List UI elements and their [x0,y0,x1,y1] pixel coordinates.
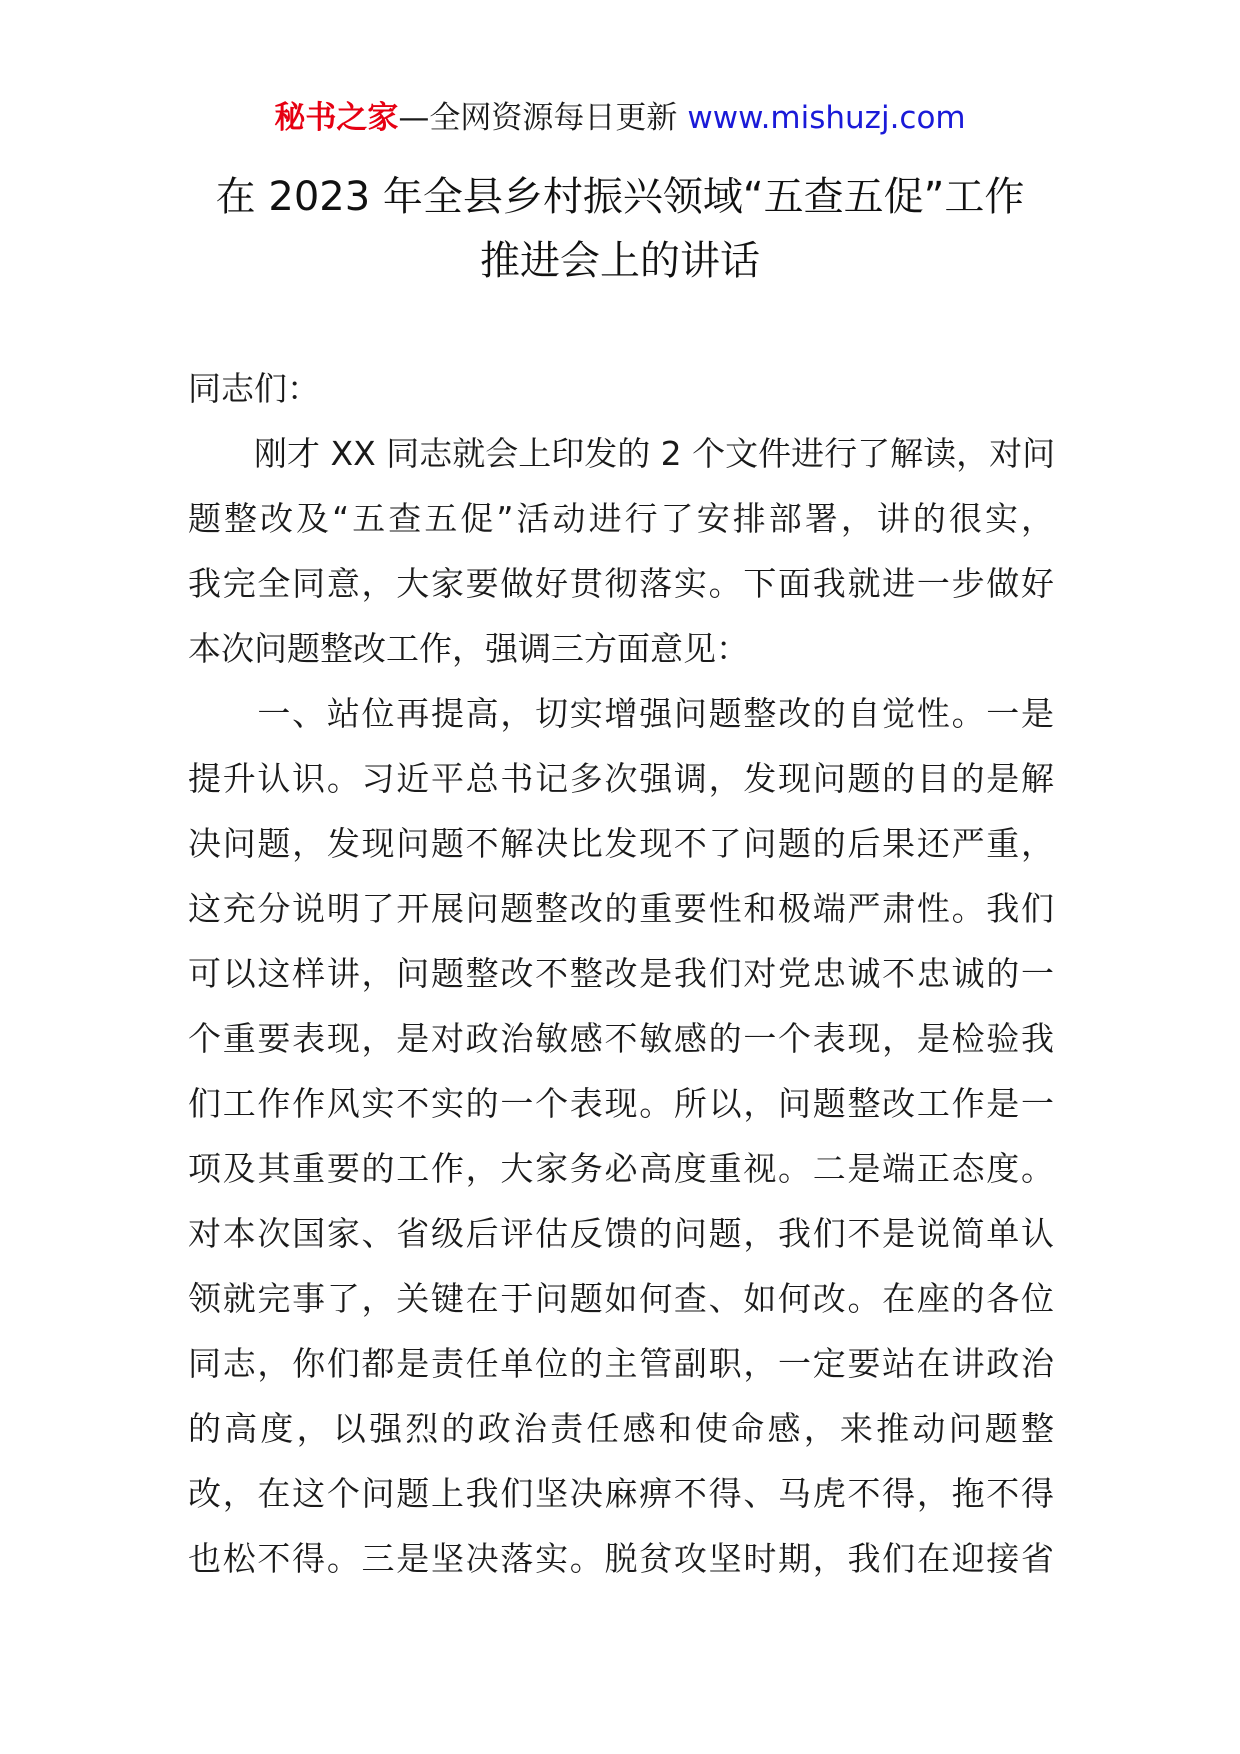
document-body [188,356,1054,1591]
body-line: 题整改及“五查五促”活动进行了安排部署，讲的很实， [188,499,1054,538]
body-line: 提升认识。习近平总书记多次强调，发现问题的目的是解 [188,759,1054,798]
body-line: 决问题，发现问题不解决比发现不了问题的后果还严重， [188,824,1054,863]
site-header [0,98,1240,138]
body-line: 也松不得。三是坚决落实。脱贫攻坚时期，我们在迎接省 [188,1539,1054,1578]
body-line: 们工作作风实不实的一个表现。所以，问题整改工作是一 [188,1084,1054,1123]
brand-name: 秘书之家 [274,100,399,136]
body-line: 可以这样讲，问题整改不整改是我们对党忠诚不忠诚的一 [188,954,1054,993]
body-line: 项及其重要的工作，大家务必高度重视。二是端正态度。 [188,1149,1054,1188]
body-line: 的高度，以强烈的政治责任感和使命感，来推动问题整 [188,1409,1054,1448]
title-line-2: 推进会上的讲话 [480,238,760,284]
body-line: 同志，你们都是责任单位的主管副职，一定要站在讲政治 [188,1344,1054,1383]
body-line: 个重要表现，是对政治敏感不敏感的一个表现，是检验我 [188,1019,1054,1058]
salutation: 同志们： [188,369,320,408]
body-line: 刚才 XX 同志就会上印发的 2 个文件进行了解读，对问 [188,434,1056,473]
title-line-1: 在 2023 年全县乡村振兴领域“五查五促”工作 [215,174,1025,220]
header-tagline: —全网资源每日更新 [398,100,678,136]
body-line: 我完全同意，大家要做好贯彻落实。下面我就进一步做好 [188,564,1054,603]
body-line: 本次问题整改工作，强调三方面意见： [188,629,749,668]
body-line: 一、站位再提高，切实增强问题整改的自觉性。一是 [188,694,1054,733]
body-line: 对本次国家、省级后评估反馈的问题，我们不是说简单认 [188,1214,1054,1253]
body-line: 领就完事了，关键在于问题如何查、如何改。在座的各位 [188,1279,1054,1318]
body-line: 这充分说明了开展问题整改的重要性和极端严肃性。我们 [188,889,1054,928]
document-title [150,165,1090,293]
site-url-link[interactable]: www.mishuzj.com [687,100,966,136]
body-line: 改，在这个问题上我们坚决麻痹不得、马虎不得，拖不得 [188,1474,1054,1513]
